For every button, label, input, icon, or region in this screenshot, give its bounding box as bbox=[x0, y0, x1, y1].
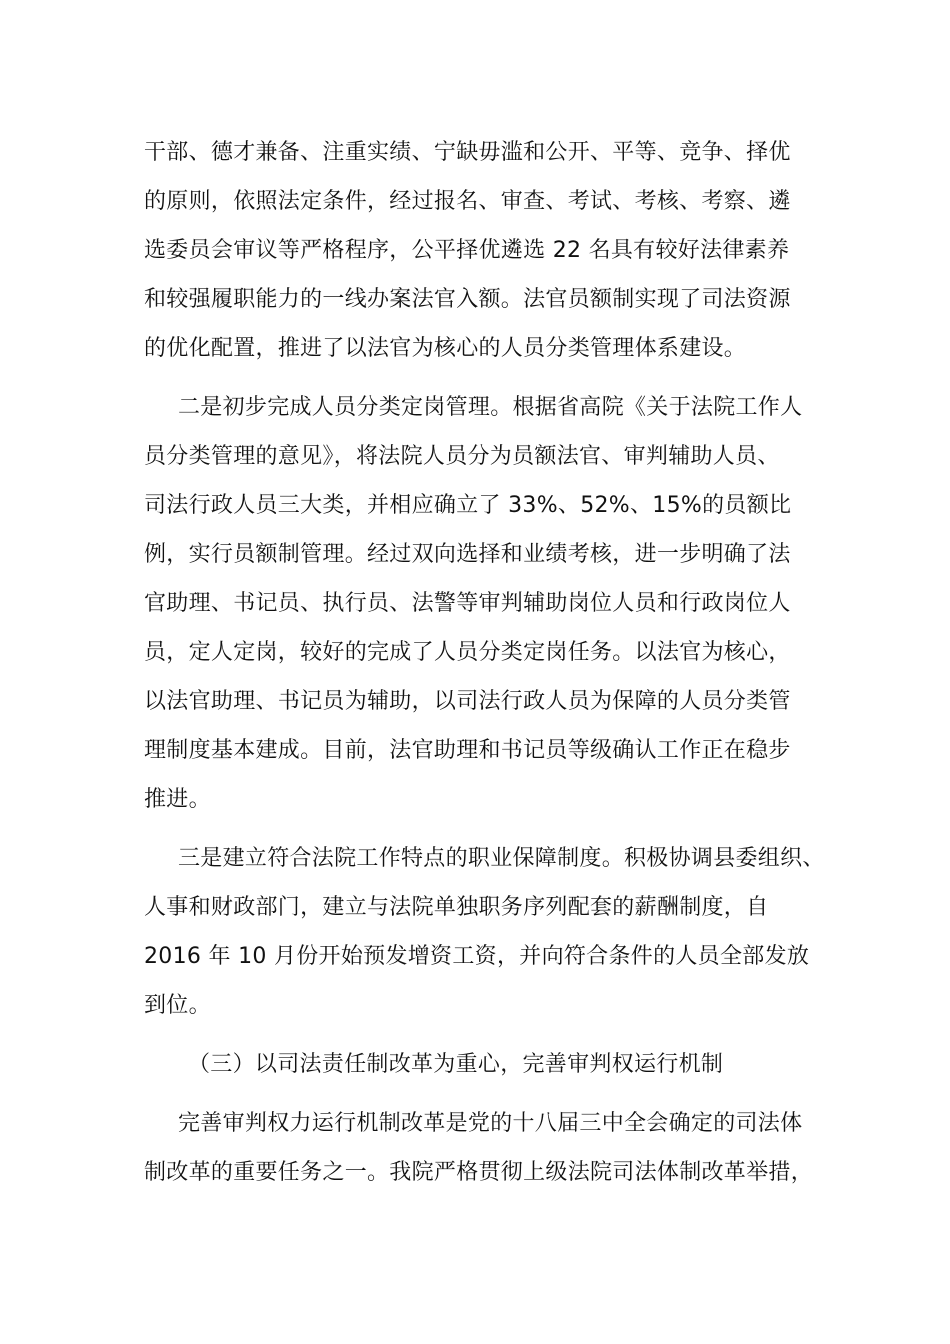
text-line: 司法行政人员三大类，并相应确立了 33%、52%、15%的员额比 bbox=[144, 493, 792, 518]
text-line: 推进。 bbox=[144, 787, 211, 812]
text-line: 的优化配置，推进了以法官为核心的人员分类管理体系建设。 bbox=[144, 336, 747, 361]
text-line: 选委员会审议等严格程序，公平择优遴选 22 名具有较好法律素养 bbox=[144, 238, 790, 263]
text-line: 和较强履职能力的一线办案法官入额。法官员额制实现了司法资源 bbox=[144, 287, 791, 312]
text-line: 干部、德才兼备、注重实绩、宁缺毋滥和公开、平等、竞争、择优 bbox=[144, 140, 791, 165]
text-line: 人事和财政部门，建立与法院单独职务序列配套的薪酬制度，自 bbox=[144, 895, 769, 920]
section-heading: （三）以司法责任制改革为重心，完善审判权运行机制 bbox=[188, 1052, 724, 1077]
text-line: 理制度基本建成。目前，法官助理和书记员等级确认工作正在稳步 bbox=[144, 738, 791, 763]
text-line: 到位。 bbox=[144, 993, 211, 1018]
paragraph-career-security bbox=[144, 834, 825, 1030]
text-line: 以法官助理、书记员为辅助，以司法行政人员为保障的人员分类管 bbox=[144, 689, 791, 714]
text-line: 员，定人定岗，较好的完成了人员分类定岗任务。以法官为核心， bbox=[144, 640, 791, 665]
document-body bbox=[144, 128, 825, 1207]
text-line: 二是初步完成人员分类定岗管理。根据省高院《关于法院工作人 bbox=[178, 395, 803, 420]
paragraph-judge-quota bbox=[144, 128, 814, 373]
text-line: 例，实行员额制管理。经过双向选择和业绩考核，进一步明确了法 bbox=[144, 542, 791, 567]
text-line: 官助理、书记员、执行员、法警等审判辅助岗位人员和行政岗位人 bbox=[144, 591, 791, 616]
text-line: 三是建立符合法院工作特点的职业保障制度。积极协调县委组织、 bbox=[178, 846, 825, 871]
text-line: 完善审判权力运行机制改革是党的十八届三中全会确定的司法体 bbox=[178, 1111, 803, 1136]
text-line: 制改革的重要任务之一。我院严格贯彻上级法院司法体制改革举措， bbox=[144, 1160, 814, 1185]
text-line: 员分类管理的意见》，将法院人员分为员额法官、审判辅助人员、 bbox=[144, 444, 780, 469]
paragraph-trial-power bbox=[144, 1099, 814, 1197]
text-line: 的原则，依照法定条件，经过报名、审查、考试、考核、考察、遴 bbox=[144, 189, 791, 214]
text-line: 2016 年 10 月份开始预发增资工资，并向符合条件的人员全部发放 bbox=[144, 944, 810, 969]
paragraph-staff-classification bbox=[144, 383, 814, 824]
